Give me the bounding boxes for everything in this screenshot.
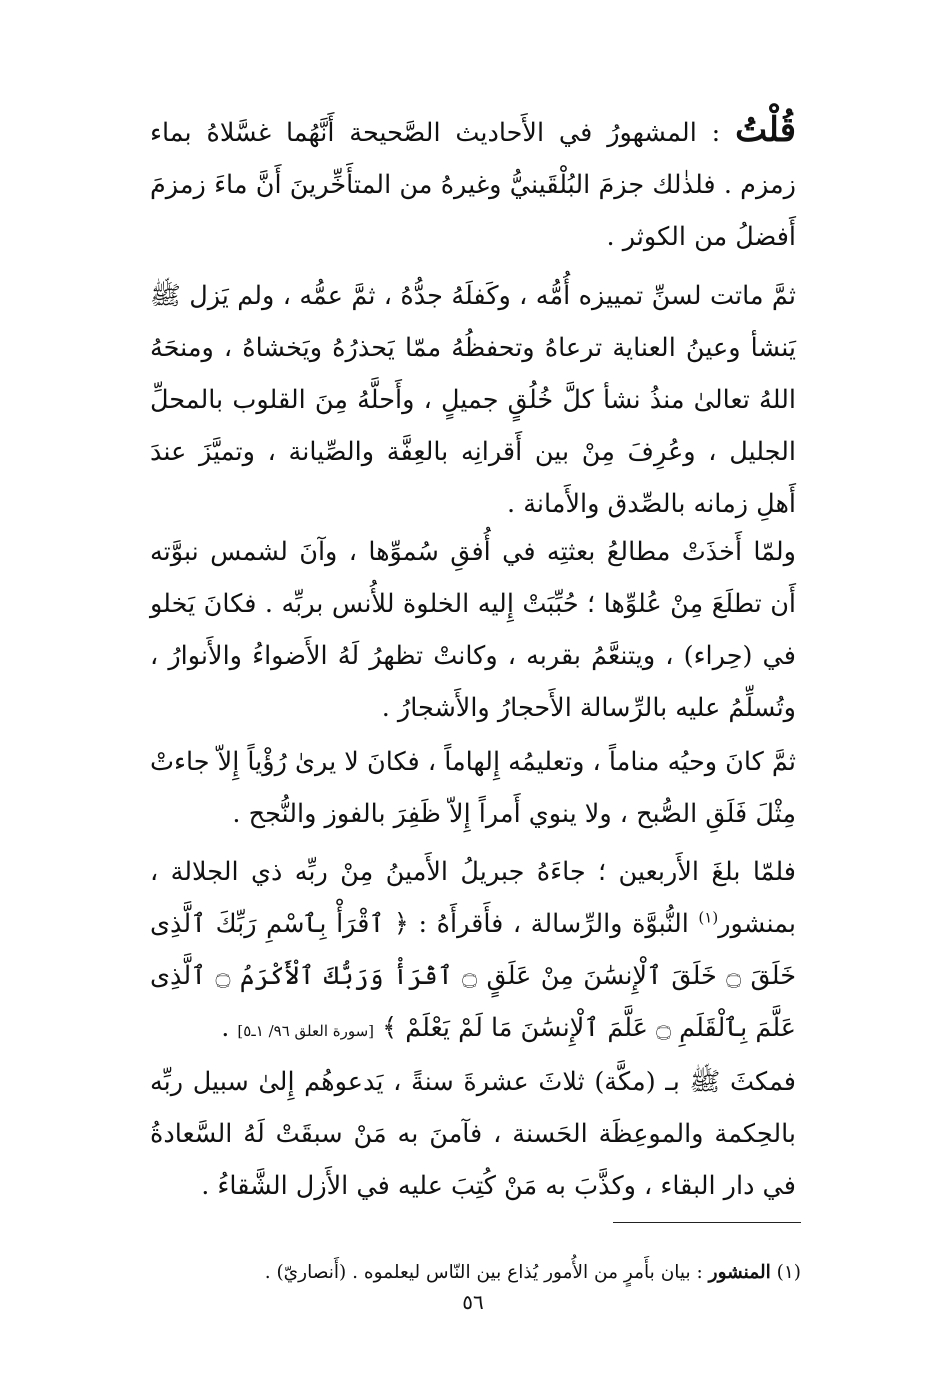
quran-verse: ﴿ ٱقْرَأْ بِٱسْمِ رَبِّكَ ٱلَّذِى خَلَقَ ۝ خَلَقَ ٱلْإِنسَٰنَ مِنْ عَلَقٍ ۝ ٱقْرَأْ وَرَبُّكَ ٱلْأَكْرَمُ ۝ ٱلَّذِى عَلَّمَ بِٱلْقَلَمِ ۝ عَلَّمَ ٱلْإِنسَٰنَ مَا لَمْ يَعْلَمْ ﴾: [150, 909, 796, 1043]
page-number: ٥٦: [462, 1290, 484, 1314]
paragraph-childhood-text: ثمَّ ماتت لسنِّ تمييزه أُمُّه ، وكَفلَهُ جدُّهُ ، ثمَّ عمُّه ، ولم يَزل ﷺ يَنشأ وعينُ العناية ترعاهُ وتحفظُهُ ممّا يَحذرُهُ ويَخشاهُ ، ومنحَهُ اللهُ تعالىٰ منذُ نشأ كلَّ خُلُقٍ جميلٍ ، وأَحلَّهُ مِنَ القلوب بالمحلِّ الجليل ، وعُرِفَ مِنْ بين أَقرانِه بالعِفَّة والصِّيانة ، وتميَّزَ عندَ أَهلِ زمانه بالصِّدق والأَمانة .: [150, 281, 796, 519]
paragraph-childhood: [150, 270, 796, 530]
paragraph-first-revelation: [150, 846, 796, 1057]
footnote-term: المنشور: [708, 1262, 771, 1283]
footnote: [150, 1258, 801, 1288]
footnote-text: : بيان بأَمرٍ من الأُمور يُذاع بين النّاس ليعلموه . (أَنصاريّ) .: [264, 1262, 703, 1283]
paragraph-revelation-dreams: [150, 736, 796, 840]
footnote-number: (١): [776, 1262, 801, 1283]
footnote-separator: [613, 1222, 801, 1223]
paragraph-qultu: [150, 104, 796, 263]
paragraph-makkah: [150, 1056, 796, 1212]
qultu-heading: قُلْتُ: [735, 110, 796, 150]
paragraph-first-revelation-intro: فلمّا بلغَ الأَربعين ؛ جاءَهُ جبريلُ الأَمينُ مِنْ ربِّه ذي الجلالة ، بمنشور: [150, 857, 796, 939]
paragraph-makkah-text: فمكثَ ﷺ بـ (مكَّة) ثلاثَ عشرةَ سنةً ، يَدعوهُم إِلىٰ سبيل ربِّه بالحِكمة والموعِظَة الحَسنة ، فآمنَ به مَنْ سبقَتْ لَهُ السَّعادةُ في دار البقاء ، وكذَّبَ به مَنْ كُتِبَ عليه في الأَزل الشَّقاءُ .: [150, 1067, 796, 1201]
paragraph-seclusion: [150, 526, 796, 734]
paragraph-qultu-text: : المشهورُ في الأَحاديث الصَّحيحة أَنَّهُما غسَّلاهُ بماء زمزم . فلذٰلك جزمَ البُلْقَينيُّ وغيرهُ من المتأَخِّرينَ أَنَّ ماءَ زمزمَ أَفضلُ من الكوثر .: [150, 118, 796, 252]
paragraph-revelation-dreams-text: ثمَّ كانَ وحيُه مناماً ، وتعليمُه إِلهاماً ، فكانَ لا يرىٰ رُؤْياً إِلاّ جاءتْ مِثْلَ فَلَقِ الصُّبح ، ولا ينوي أَمراً إِلاّ ظَفِرَ بالفوز والنُّجح .: [150, 747, 796, 829]
paragraph-first-revelation-mid: النُّبوَّة والرِّسالة ، فأَقرأَهُ :: [418, 909, 689, 939]
surah-citation: [سورة العلق ٩٦/ ١ـ٥]: [237, 1022, 375, 1040]
paragraph-seclusion-text: ولمّا أَخذَتْ مطالعُ بعثتِه في أُفقِ سُموِّها ، وآنَ لشمس نبوَّته أَن تطلَعَ مِنْ عُلوِّها ؛ حُبِّبَتْ إِليه الخلوة للأُنس بربِّه . فكانَ يَخلو في (حِراء) ، ويتنعَّمُ بقربه ، وكانتْ تظهرُ لَهُ الأَضواءُ والأَنوارُ ، وتُسلِّمُ عليه بالرِّسالة الأَحجارُ والأَشجارُ .: [150, 537, 796, 723]
paragraph-first-revelation-end: .: [221, 1013, 230, 1043]
footnote-reference: (١): [698, 908, 719, 927]
